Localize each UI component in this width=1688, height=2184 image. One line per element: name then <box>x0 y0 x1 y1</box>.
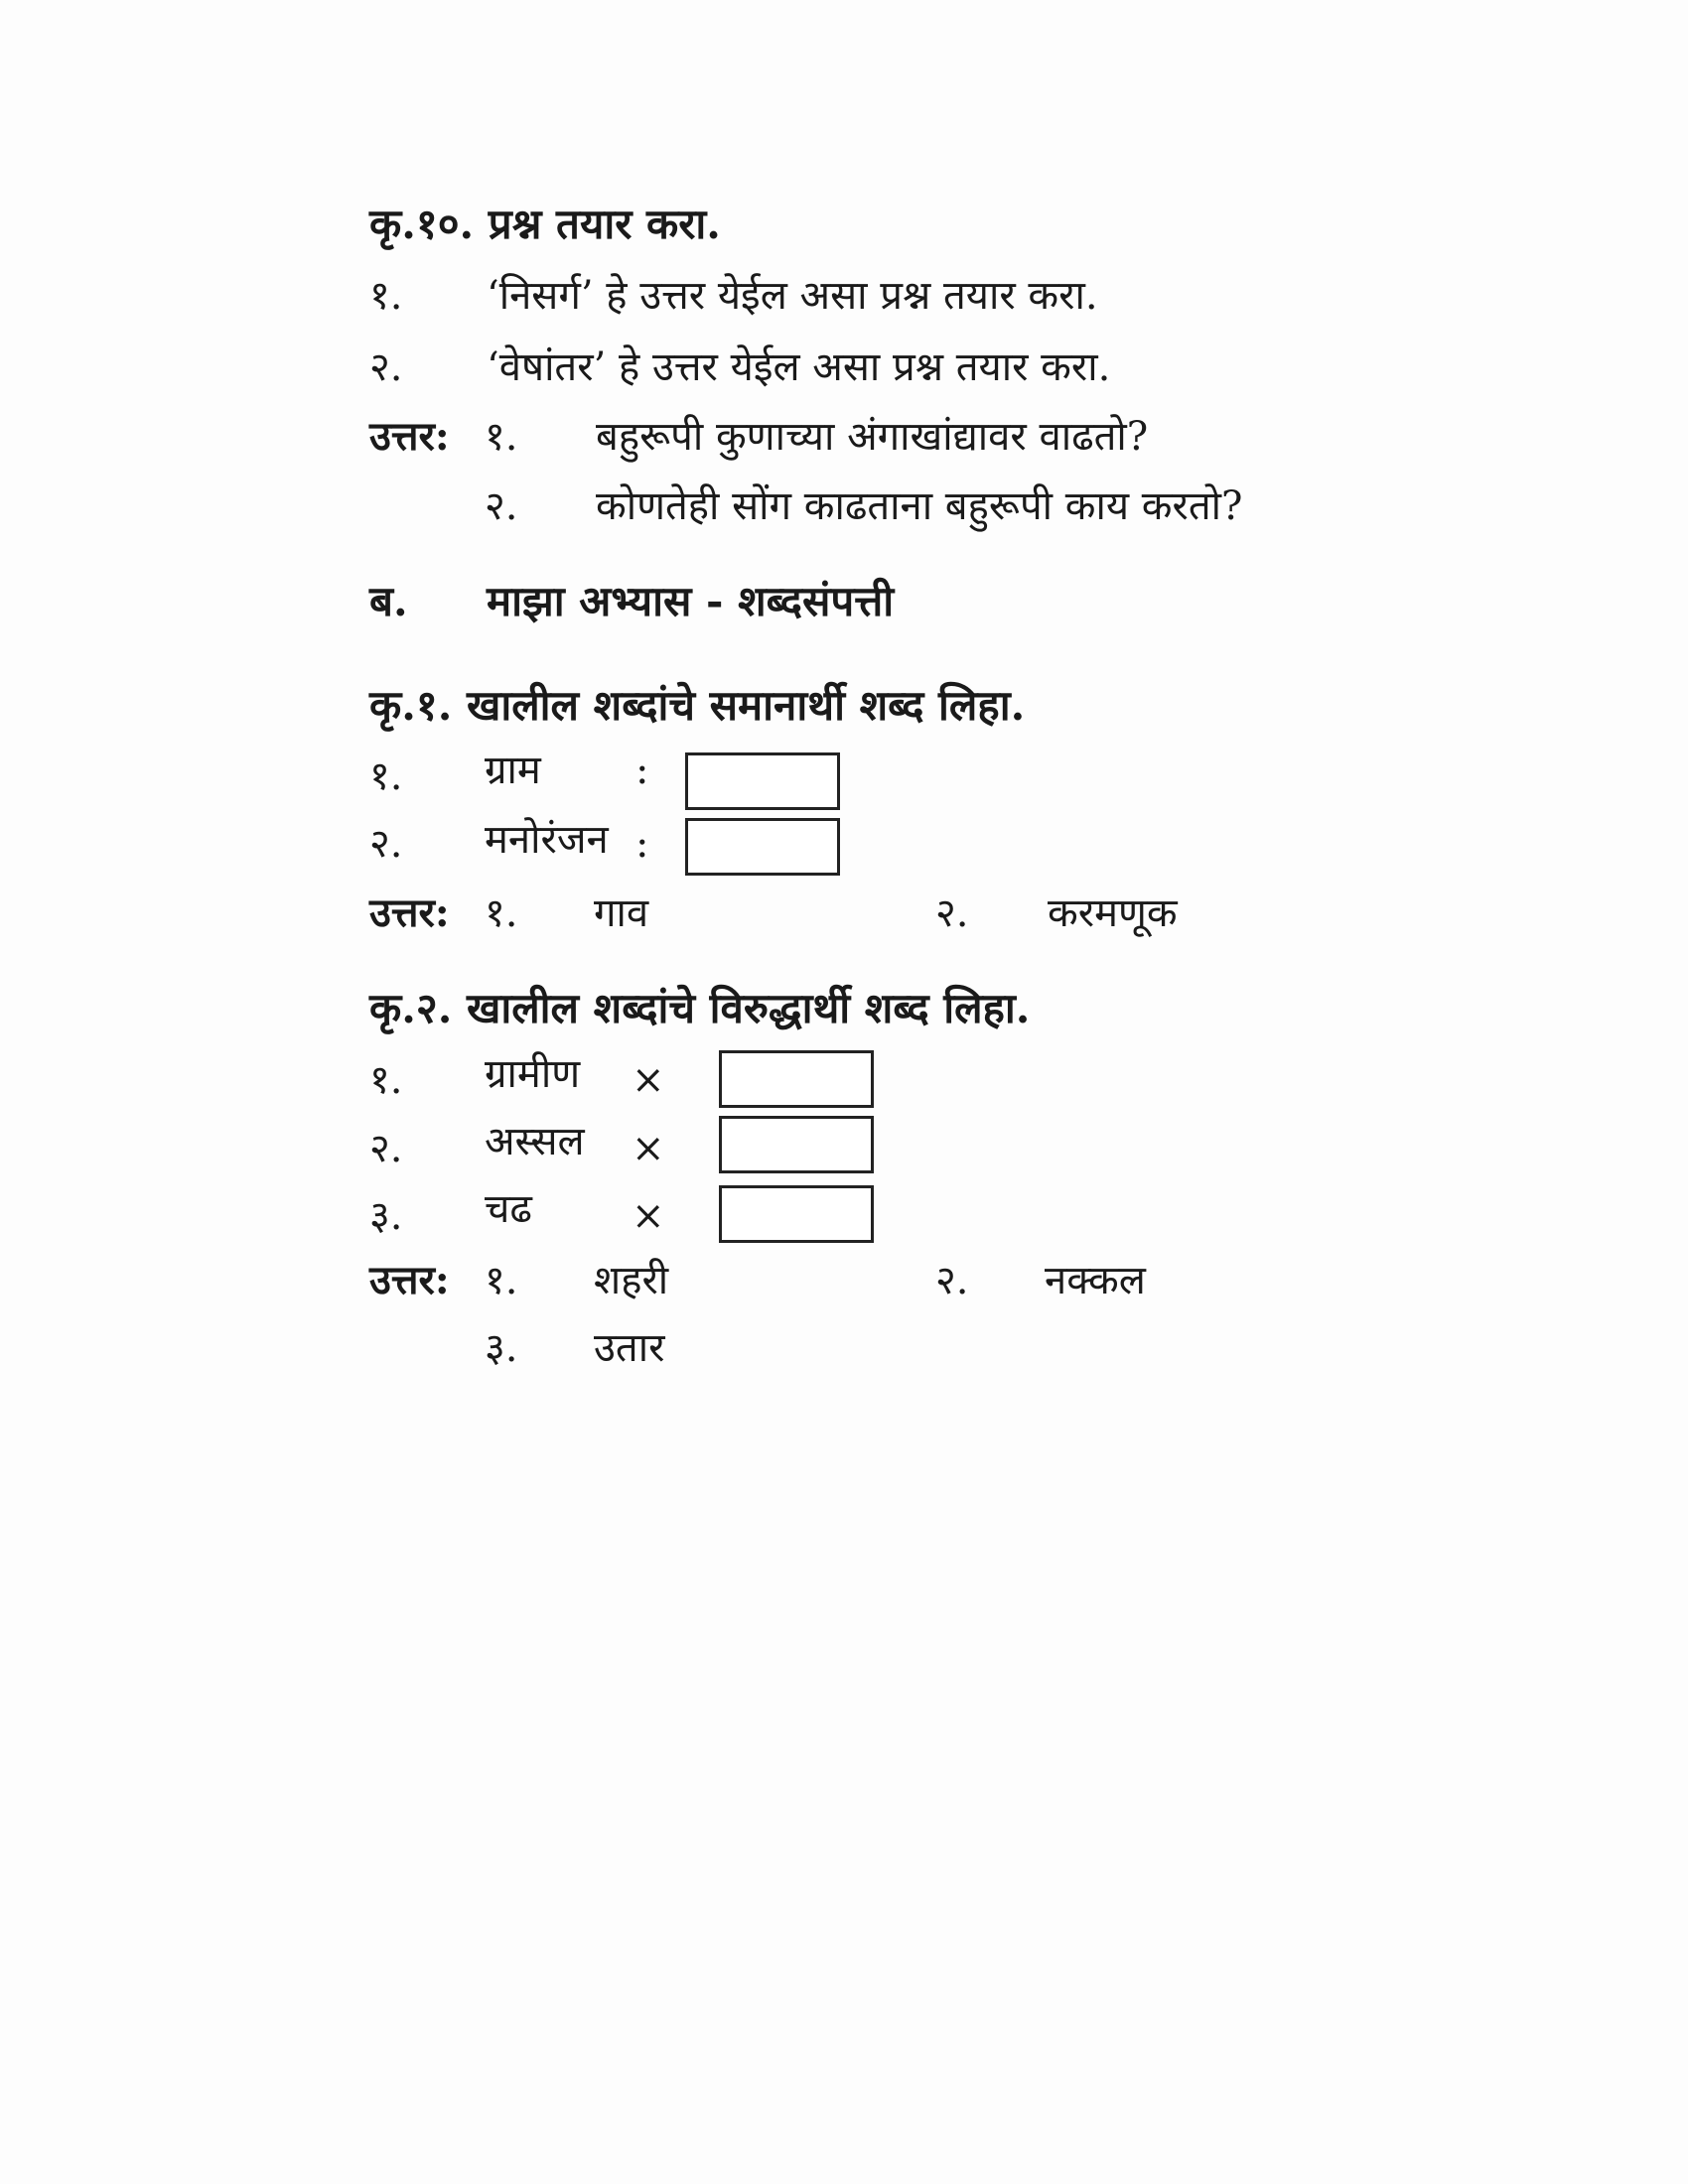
q1-answer-1-number: १. <box>485 890 518 936</box>
q2-item-2-answer-box[interactable] <box>719 1116 874 1173</box>
q2-answer-2-number: २. <box>935 1258 969 1303</box>
q2-item-1-number: १. <box>369 1057 403 1103</box>
q2-item-3-answer-box[interactable] <box>719 1185 874 1243</box>
q10-item-2-text: ‘वेषांतर’ हे उत्तर येईल असा प्रश्न तयार करा. <box>487 344 1111 390</box>
q2-item-1-separator: × <box>632 1057 665 1103</box>
q1-answer-2-text: करमणूक <box>1048 890 1178 936</box>
q2-answer-3-text: उतार <box>594 1325 665 1371</box>
q2-answer-label: उत्तर: <box>369 1257 450 1303</box>
q1-heading: कृ.१. खालील शब्दांचे समानार्थी शब्द लिहा. <box>369 681 1026 730</box>
q10-answer-2-number: २. <box>485 483 518 529</box>
q10-answer-2-text: कोणतेही सोंग काढताना बहुरूपी काय करतो? <box>596 483 1243 529</box>
q1-item-1-answer-box[interactable] <box>685 752 840 810</box>
q1-item-2-word: मनोरंजन <box>485 817 609 863</box>
q2-item-1-word: ग्रामीण <box>485 1051 581 1097</box>
q10-answer-1-text: बहुरूपी कुणाच्या अंगाखांद्यावर वाढतो? <box>596 414 1149 460</box>
section-b-title: माझा अभ्यास - शब्दसंपत्ती <box>487 577 895 625</box>
q2-answer-1-number: १. <box>485 1258 518 1303</box>
q10-heading: कृ.१०. प्रश्न तयार करा. <box>369 200 721 248</box>
section-b-label: ब. <box>369 577 408 625</box>
q10-item-2-number: २. <box>369 344 403 390</box>
q1-item-2-answer-box[interactable] <box>685 818 840 876</box>
q2-item-3-word: चढ <box>485 1186 532 1232</box>
q10-answer-label: उत्तर: <box>369 413 450 460</box>
q2-item-2-number: २. <box>369 1126 403 1171</box>
q2-item-2-separator: × <box>632 1126 665 1171</box>
q1-item-1-number: १. <box>369 753 403 799</box>
q1-item-1-separator: : <box>635 748 649 793</box>
q1-item-2-number: २. <box>369 821 403 867</box>
q10-item-1-text: ‘निसर्ग’ हे उत्तर येईल असा प्रश्न तयार करा. <box>487 273 1098 319</box>
q2-answer-3-number: ३. <box>485 1325 518 1371</box>
q2-answer-1-text: शहरी <box>594 1258 669 1303</box>
q1-answer-label: उत्तर: <box>369 889 450 936</box>
q2-item-3-separator: × <box>632 1193 665 1239</box>
q1-item-1-word: ग्राम <box>485 748 541 793</box>
q2-heading: कृ.२. खालील शब्दांचे विरुद्धार्थी शब्द लिहा. <box>369 984 1031 1032</box>
q2-answer-2-text: नक्कल <box>1045 1258 1146 1303</box>
q2-item-2-word: अस्सल <box>485 1119 585 1164</box>
q10-item-1-number: १. <box>369 273 403 319</box>
q2-item-3-number: ३. <box>369 1193 403 1239</box>
q1-item-2-separator: : <box>635 821 649 867</box>
q1-answer-2-number: २. <box>935 890 969 936</box>
q10-answer-1-number: १. <box>485 414 518 460</box>
q1-answer-1-text: गाव <box>594 890 649 936</box>
q2-item-1-answer-box[interactable] <box>719 1050 874 1108</box>
